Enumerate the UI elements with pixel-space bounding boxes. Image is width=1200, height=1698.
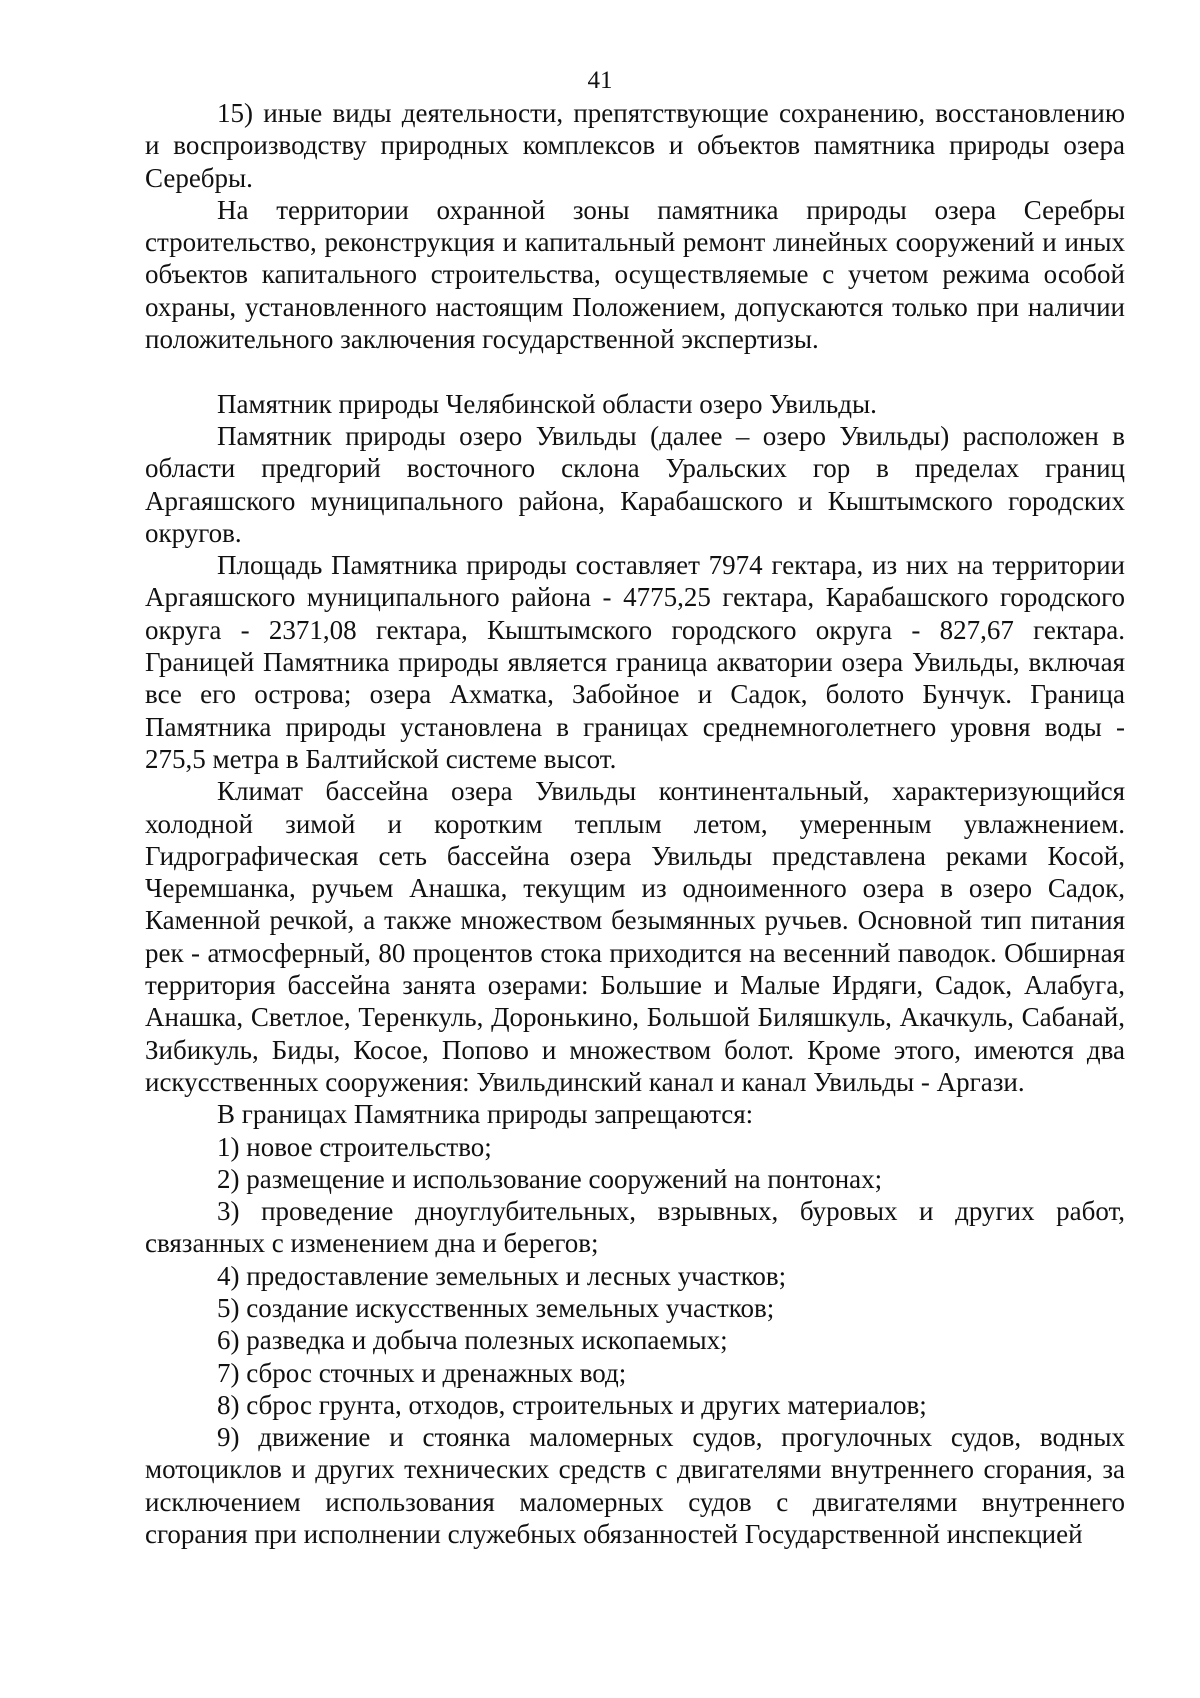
paragraph-uvildy-climate: Климат бассейна озера Увильды континентальный, характеризующийся холодной зимой и коротким теплым летом, умеренным увлажнением. Гидрографическая сеть бассейна озера Увильды представлена реками Косой, Черемшанка, ручьем Анашка, текущим из одноименного озера в озеро Садок, Каменной речкой, а также множеством безымянных ручьев. Основной тип питания рек - атмосферный, 80 процентов стока приходится на весенний паводок. Обширная территория бассейна занята озерами: Большие и Малые Ирдяги, Садок, Алабуга, Анашка, Светлое, Теренкуль, Доронькино, Большой Биляшкуль, Акачкуль, Сабанай, Зибикуль, Биды, Косое, Попово и множеством болот. Кроме этого, имеются два искусственных сооружения: Увильдинский канал и канал Увильды - Аргази. xyxy=(145,776,1125,1097)
list-item-2: 2) размещение и использование сооружений на понтонах; xyxy=(217,1163,883,1194)
list-item-5: 5) создание искусственных земельных участков; xyxy=(217,1292,775,1323)
list-item-8: 8) сброс грунта, отходов, строительных и других материалов; xyxy=(217,1389,927,1420)
page-number: 41 xyxy=(587,67,613,94)
paragraph-spacer xyxy=(145,355,1125,387)
list-item-9: 9) движение и стоянка маломерных судов, прогулочных судов, водных мотоциклов и других технических средств с двигателями внутреннего сгорания, за исключением использования маломерных судов с двигателями внутреннего сгорания при исполнении служебных обязанностей Государственной инспекцией xyxy=(145,1422,1125,1550)
list-item-4: 4) предоставление земельных и лесных участков; xyxy=(217,1260,787,1291)
paragraph-protected-zone-construction: На территории охранной зоны памятника природы озера Серебры строительство, реконструкция и капитальный ремонт линейных сооружений и иных объектов капитального строительства, осуществляемые с учетом режима особой охраны, установленного настоящим Положением, допускаются только при наличии положительного заключения государственной экспертизы. xyxy=(145,194,1125,355)
paragraph-prohibitions-intro: В границах Памятника природы запрещаются: xyxy=(217,1099,754,1130)
list-item-3: 3) проведение дноуглубительных, взрывных, буровых и других работ, связанных с изменением дна и берегов; xyxy=(145,1196,1125,1259)
section-heading-uvildy: Памятник природы Челябинской области озеро Увильды. xyxy=(217,388,877,419)
paragraph-prohibition-15: 15) иные виды деятельности, препятствующие сохранению, восстановлению и воспроизводству природных комплексов и объектов памятника природы озера Серебры. xyxy=(145,98,1125,193)
paragraph-uvildy-location: Памятник природы озеро Увильды (далее – озеро Увильды) расположен в области предгорий восточного склона Уральских гор в пределах границ Аргаяшского муниципального района, Карабашского и Кыштымского городских округов. xyxy=(145,420,1125,548)
list-item-1: 1) новое строительство; xyxy=(217,1131,492,1162)
document-body xyxy=(145,97,1125,1550)
list-item-6: 6) разведка и добыча полезных ископаемых; xyxy=(217,1325,728,1356)
paragraph-uvildy-area: Площадь Памятника природы составляет 7974 гектара, из них на территории Аргаяшского муниципального района - 4775,25 гектара, Карабашского городского округа - 2371,08 гектара, Кыштымского городского округа - 827,67 гектара. Границей Памятника природы является граница акватории озера Увильды, включая все его острова; озера Ахматка, Забойное и Садок, болото Бунчук. Граница Памятника природы установлена в границах среднемноголетнего уровня воды - 275,5 метра в Балтийской системе высот. xyxy=(145,550,1125,774)
list-item-7: 7) сброс сточных и дренажных вод; xyxy=(217,1357,627,1388)
